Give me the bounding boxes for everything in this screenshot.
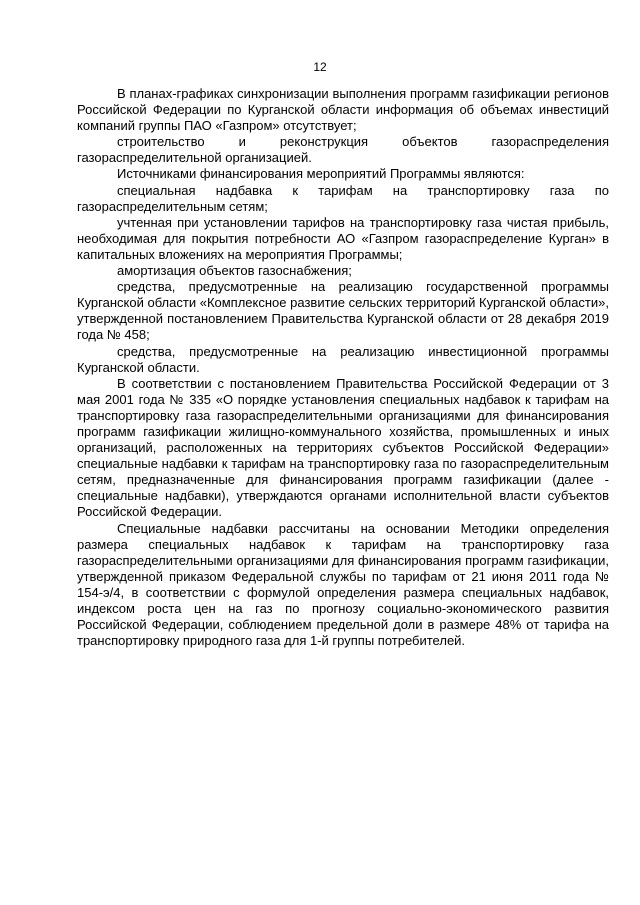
paragraph-funding-sources-intro: Источниками финансирования мероприятий Программы являются: xyxy=(117,166,525,182)
paragraph-state-program: средства, предусмотренные на реализацию государственной программы Курганской области «Комплексное развитие сельских территорий Курганской области», утвержденной постановлением Правительства Курганской области от 28 декабря 2019 года № 458; xyxy=(77,279,609,343)
paragraph-investment-program: средства, предусмотренные на реализацию инвестиционной программы Курганской области. xyxy=(77,343,609,375)
document-body xyxy=(77,86,609,649)
paragraph-amortization: амортизация объектов газоснабжения; xyxy=(117,263,352,279)
page-number: 12 xyxy=(313,60,327,74)
paragraph-methodology: Специальные надбавки рассчитаны на основании Методики определения размера специальных надбавок к тарифам на транспортировку газа газораспределительными организациями для финансирования программ газификации, утвержденной приказом Федеральной службы по тарифам от 21 июня 2011 года № 154-э/4, в соответствии с формулой определения размера специальных надбавок, индексом роста цен на газ по прогнозу социально-экономического развития Российской Федерации, соблюдением предельной доли в размере 48% от тарифа на транспортировку природного газа для 1-й группы потребителей. xyxy=(77,520,609,649)
paragraph-special-surcharge: специальная надбавка к тарифам на транспортировку газа по газораспределительным сетям; xyxy=(77,182,609,214)
paragraph-construction: строительство и реконструкция объектов газораспределения газораспределительной организацией. xyxy=(77,134,609,166)
paragraph-government-decree: В соответствии с постановлением Правительства Российской Федерации от 3 мая 2001 года № 335 «О порядке установления специальных надбавок к тарифам на транспортировку газа газораспределительными организациями для финансирования программ газификации жилищно-коммунального хозяйства, промышленных и иных организаций, расположенных на территориях субъектов Российской Федерации» специальные надбавки к тарифам на транспортировку газа по газораспределительным сетям, предназначенные для финансирования программ газификации (далее - специальные надбавки), утверждаются органами исполнительной власти субъектов Российской Федерации. xyxy=(77,375,609,520)
paragraph-net-profit: учтенная при установлении тарифов на транспортировку газа чистая прибыль, необходимая для покрытия потребности АО «Газпром газораспределение Курган» в капитальных вложениях на мероприятия Программы; xyxy=(77,214,609,262)
paragraph-gazprom-investments: В планах-графиках синхронизации выполнения программ газификации регионов Российской Федерации по Курганской области информация об объемах инвестиций компаний группы ПАО «Газпром» отсутствует; xyxy=(77,86,609,134)
